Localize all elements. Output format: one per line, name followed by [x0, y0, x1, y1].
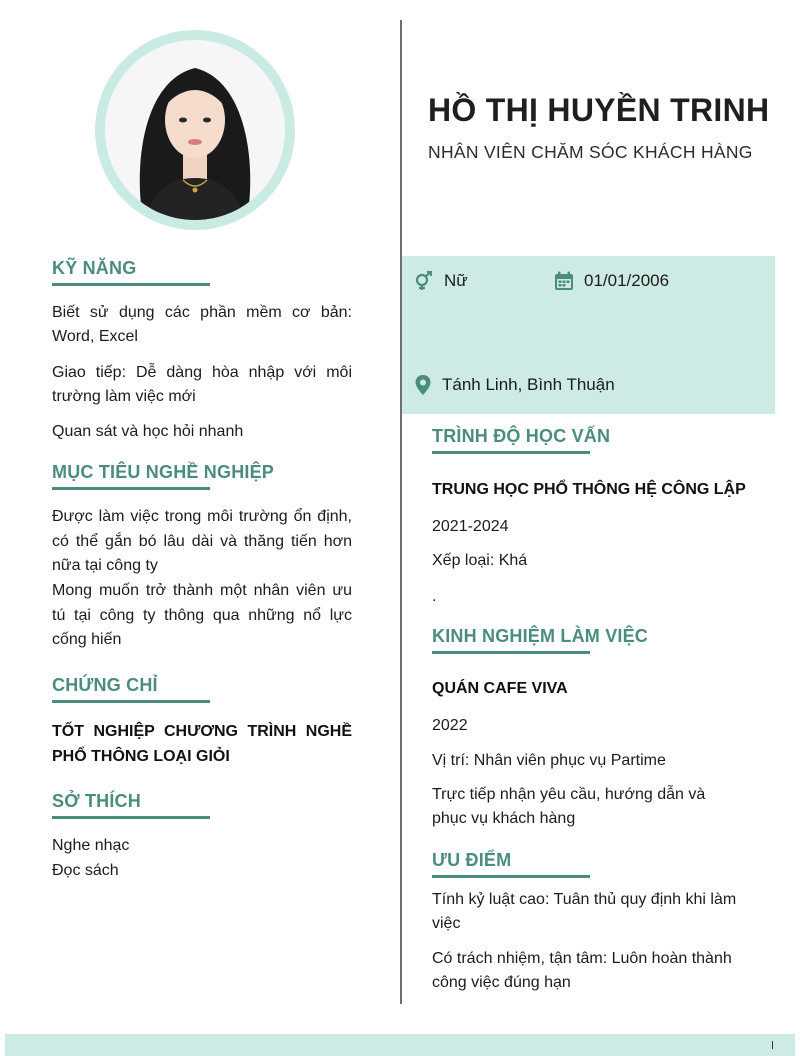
gender-value: Nữ [444, 271, 468, 290]
gender-info [414, 271, 468, 291]
certificates-underline [52, 700, 210, 703]
education-underline [432, 451, 590, 454]
location-pin-icon [414, 374, 432, 396]
footer-mark [772, 1041, 773, 1049]
objective-underline [52, 487, 210, 490]
strength-item: Tính kỷ luật cao: Tuân thủ quy định khi làm việc [432, 891, 737, 932]
objective-item: Được làm việc trong môi trường ổn định, có thể gắn bó lâu dài và thăng tiến hơn nữa tại công ty [52, 508, 352, 574]
experience-role: Vị trí: Nhân viên phục vụ Partime [432, 752, 666, 769]
skill-item: Biết sử dụng các phần mềm cơ bản: Word, Excel [52, 304, 352, 345]
certificates-title: CHỨNG CHỈ [52, 675, 158, 695]
strength-item: Có trách nhiệm, tận tâm: Luôn hoàn thành công việc đúng hạn [432, 950, 732, 991]
strengths-section [432, 850, 762, 878]
footer-band [5, 1034, 795, 1056]
birthdate-info [554, 271, 669, 291]
certificates-section [52, 675, 352, 703]
avatar-frame [95, 30, 295, 230]
strengths-underline [432, 875, 590, 878]
experience-company: QUÁN CAFE VIVA [432, 680, 568, 697]
skill-item: Giao tiếp: Dễ dàng hòa nhập với môi trường làm việc mới [52, 364, 352, 405]
skills-underline [52, 283, 210, 286]
portrait-photo [105, 40, 285, 220]
education-grade: Xếp loại: Khá [432, 552, 528, 569]
education-section [432, 426, 762, 454]
experience-description: Trực tiếp nhận yêu cầu, hướng dẫn và phục vụ khách hàng [432, 786, 706, 827]
skills-section [52, 258, 352, 286]
experience-section [432, 626, 762, 654]
experience-underline [432, 651, 590, 654]
objective-item: Mong muốn trở thành một nhân viên ưu tú tại công ty thông qua những nổ lực cống hiến [52, 582, 352, 648]
skill-item: Quan sát và học hỏi nhanh [52, 423, 244, 440]
calendar-icon [554, 271, 574, 291]
hobbies-section [52, 791, 352, 819]
address-value: Tánh Linh, Bình Thuận [442, 375, 615, 394]
objective-section [52, 462, 352, 490]
hobby-item: Đọc sách [52, 862, 119, 879]
column-divider [400, 20, 402, 1004]
experience-title: KINH NGHIỆM LÀM VIỆC [432, 626, 649, 646]
candidate-position: NHÂN VIÊN CHĂM SÓC KHÁCH HÀNG [428, 142, 753, 162]
experience-year: 2022 [432, 717, 468, 734]
gender-icon [414, 271, 434, 291]
hobbies-underline [52, 816, 210, 819]
education-note: . [432, 588, 437, 605]
strengths-title: ƯU ĐIỂM [432, 850, 512, 870]
hobbies-title: SỞ THÍCH [52, 791, 141, 811]
birthdate-value: 01/01/2006 [584, 271, 670, 290]
objective-title: MỤC TIÊU NGHỀ NGHIỆP [52, 462, 275, 482]
education-school: TRUNG HỌC PHỔ THÔNG HỆ CÔNG LẬP [432, 481, 746, 498]
candidate-name: HỒ THỊ HUYỀN TRINH [428, 92, 770, 128]
education-years: 2021-2024 [432, 518, 509, 535]
avatar [105, 40, 285, 220]
education-title: TRÌNH ĐỘ HỌC VẤN [432, 426, 611, 446]
hobby-item: Nghe nhạc [52, 837, 130, 854]
certificate-item: TỐT NGHIỆP CHƯƠNG TRÌNH NGHỀ PHỔ THÔNG LOẠI GIỎI [52, 723, 352, 765]
skills-title: KỸ NĂNG [52, 258, 137, 278]
contact-info-box [402, 256, 775, 414]
address-info [414, 374, 615, 396]
